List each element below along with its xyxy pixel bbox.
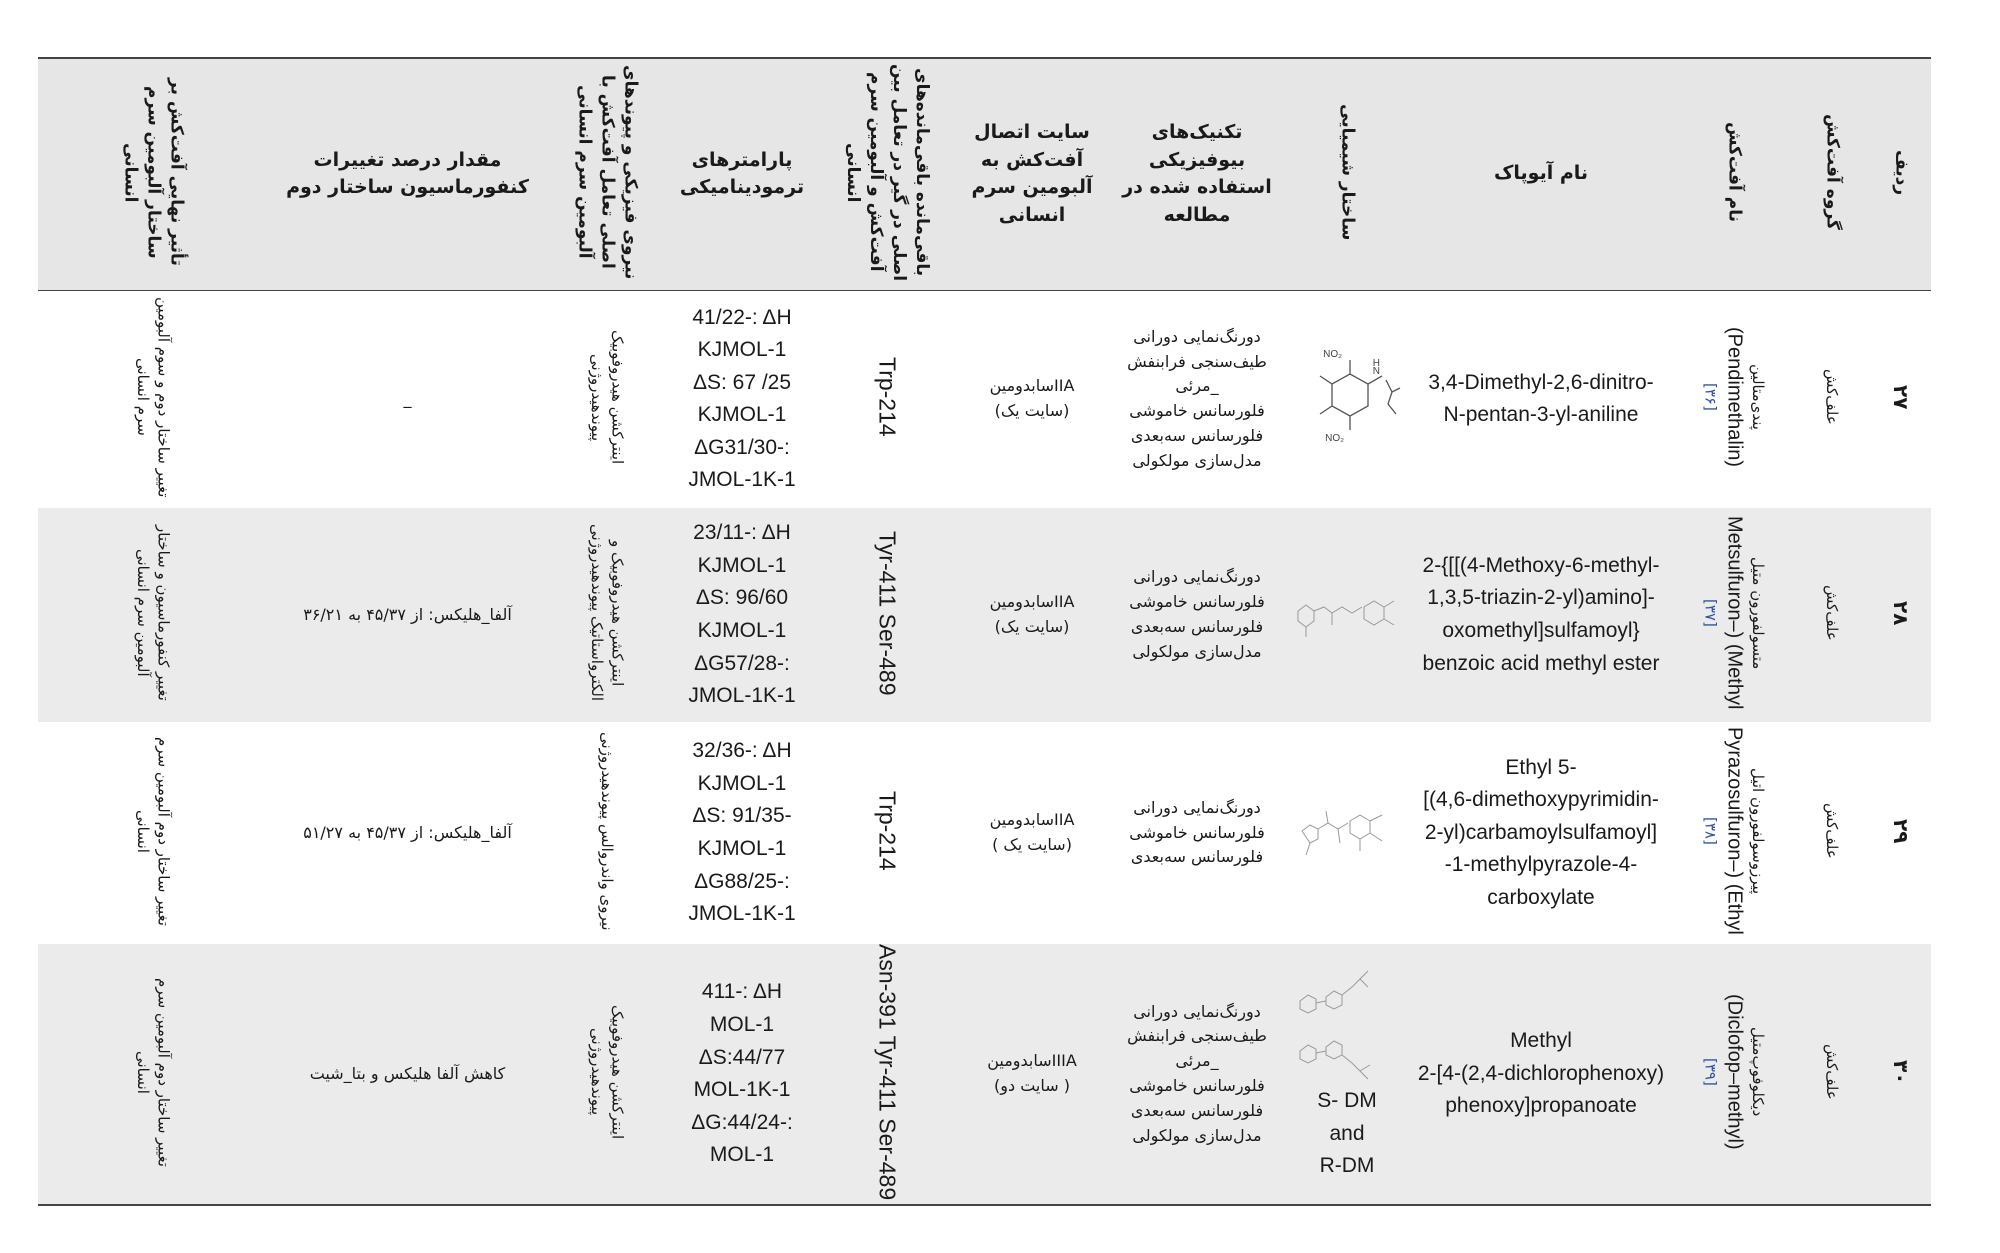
pendimethalin-structure-icon — [1292, 344, 1402, 454]
cell-iupac: 2-{[[(4-Methoxy-6-methyl- 1,3,5-triazin-2-yl)amino]- oxomethyl]sulfamoyl} benzoic acid methyl ester — [1422, 553, 1660, 675]
cell-conformation: آلفا_هلیکس: از ۴۵/۳۷ به ۳۶/۲۱ — [303, 604, 512, 624]
cell-final-effect: تغییر ساختار دوم آلبومین سرم انسانی — [134, 977, 173, 1167]
cell-binding-site: IIAسابدومین (سایت یک) — [989, 592, 1075, 636]
cell-forces: اینترکشن هیدروفوبیک پیوندهیدروژنی — [588, 330, 627, 465]
cell-conformation: کاهش آلفا هلیکس و بتا_شیت — [309, 1063, 506, 1083]
cell-thermo: 411-: ΔH MOL-1 ΔS:44/77 MOL-1K-1 ΔG:44/24-: MOL-1 — [691, 980, 793, 1167]
name-en: (Pendimethalin) — [1723, 327, 1746, 468]
cell-structure — [1287, 508, 1407, 722]
header-pesticide-group: گروه آفت‌کش — [1822, 114, 1843, 231]
svg-text:NO₂: NO₂ — [1323, 349, 1342, 361]
cell-thermo: 41/22-: ΔH KJMOL-1 ΔS: 67 /25 KJMOL-1 ΔG31/30-: JMOL-1K-1 — [688, 305, 796, 492]
cell-binding-site: IIAسابدومین (سایت یک ) — [989, 810, 1075, 854]
table-row — [38, 290, 1931, 508]
cell-group: علف‌کش — [1823, 585, 1842, 641]
cell-group: علف‌کش — [1823, 803, 1842, 859]
metsulfuron-structure-icon — [1292, 585, 1402, 645]
svg-text:N: N — [1372, 366, 1380, 378]
cell-forces: اینترکشن هیدروفوبیک و الکترواستاتیک پیوندهیدروژنی — [588, 524, 627, 702]
diclofop-methyl-structure-icon — [1292, 965, 1402, 1085]
name-en: (Diclofop–methyl) — [1723, 994, 1746, 1150]
reference-link: [۳۹] — [1701, 1058, 1720, 1086]
cell-techniques: دورنگ‌نمایی دورانی طیف‌سنجی فرابنفش _مرئی فلورسانس خاموشی فلورسانس سه‌بعدی مدل‌سازی مولکولی — [1127, 326, 1267, 470]
table-row — [38, 722, 1931, 944]
cell-final-effect: تغییر ساختار دوم آلبومین سرم انسانی — [134, 736, 173, 926]
header-iupac-name: نام آیوپاک — [1493, 162, 1589, 185]
cell-forces: نیروی واندروالس پیوندهیدروژنی — [598, 731, 617, 931]
name-fa: پندی‌متالین — [1748, 364, 1767, 431]
cell-residues: Asn-391 Tyr-411 Ser-489 — [874, 944, 901, 1201]
cell-iupac: Ethyl 5- [(4,6-dimethoxypyrimidin- 2-yl)carbamoylsulfamoyl] -1-methylpyrazole-4- carboxylate — [1423, 755, 1659, 909]
cell-structure — [1287, 290, 1407, 508]
header-chemical-structure: ساختار شیمیایی — [1337, 104, 1358, 241]
cell-forces: اینترکشن هیدروفوبیک پیوندهیدروژنی — [588, 1004, 627, 1140]
cell-residues: Trp-214 — [874, 791, 901, 871]
cell-iupac: Methyl 2-[4-(2,4-dichlorophenoxy) phenoxy]propanoate — [1417, 1029, 1665, 1118]
pesticide-hsa-table — [38, 57, 1931, 1206]
pyrazosulfuron-structure-icon — [1292, 793, 1402, 873]
cell-thermo: 23/11-: ΔH KJMOL-1 ΔS: 96/60 KJMOL-1 ΔG57/28-: JMOL-1K-1 — [688, 521, 796, 708]
cell-pesticide-name — [1675, 722, 1793, 944]
cell-pesticide-name — [1675, 290, 1793, 508]
name-fa: دیکلوفوپ‌متیل — [1748, 1027, 1767, 1117]
svg-text:H: H — [1372, 358, 1380, 370]
reference-link: [۳۷] — [1701, 599, 1720, 627]
name-en: Metsulfuron–) (Methyl — [1723, 516, 1746, 710]
header-pesticide-name: نام آفت‌کش — [1724, 122, 1745, 223]
header-row — [38, 58, 1931, 290]
cell-structure — [1287, 944, 1407, 1205]
name-fa: متسولفورون متیل — [1748, 556, 1767, 670]
cell-structure — [1287, 722, 1407, 944]
cell-row-no: ۳۰ — [1889, 1059, 1913, 1085]
cell-conformation: آلفا_هلیکس: از ۴۵/۳۷ به ۵۱/۲۷ — [303, 822, 512, 842]
cell-residues: Tyr-411 Ser-489 — [874, 530, 901, 696]
cell-pesticide-name — [1675, 508, 1793, 722]
table-row — [38, 508, 1931, 722]
header-final-effect: تأثیر نهایی آفت‌کش بر ساختار آلبومین سرم انسانی — [120, 78, 187, 267]
cell-binding-site: IIAسابدومین (سایت یک) — [989, 376, 1075, 421]
name-fa: پیرزوسولفورون اتیل — [1748, 767, 1767, 895]
cell-techniques: دورنگ‌نمایی دورانی فلورسانس خاموشی فلورسانس سه‌بعدی مدل‌سازی مولکولی — [1129, 567, 1265, 661]
cell-pesticide-name — [1675, 944, 1793, 1205]
cell-iupac: 3,4-Dimethyl-2,6-dinitro- N-pentan-3-yl-aniline — [1428, 370, 1654, 427]
cell-techniques: دورنگ‌نمایی دورانی طیف‌سنجی فرابنفش _مرئی فلورسانس خاموشی فلورسانس سه‌بعدی مدل‌سازی مولکولی — [1127, 1001, 1267, 1145]
cell-residues: Trp-214 — [874, 357, 901, 438]
cell-group: علف‌کش — [1823, 369, 1842, 426]
header-conformation-change: مقدار درصد تغییرات کنفورماسیون ساختار دوم — [286, 148, 529, 199]
cell-conformation: _ — [403, 388, 412, 408]
header-residues: باقی‌مانده باقی‌مانده‌های اصلی در گیر در تعامل بین آفت‌کش و آلبومین سرم انسانی — [843, 63, 932, 281]
cell-final-effect: تغییر کنفورماسیون و ساختار آلبومین سرم انسانی — [134, 525, 173, 701]
reference-link: [۳۶] — [1701, 383, 1720, 412]
header-forces: نیروی فیزیکی و پیوندهای اصلی تعامل آفت‌کش با آلبومین سرم انسانی — [574, 65, 641, 280]
header-row-no: ردیف — [1891, 149, 1912, 195]
cell-row-no: ۲۹ — [1889, 818, 1913, 844]
header-binding-site: سایت اتصال آفت‌کش به آلبومین سرم انسانی — [971, 121, 1093, 226]
structure-label: S- DM and R-DM — [1317, 1089, 1377, 1178]
cell-thermo: 32/36-: ΔH KJMOL-1 ΔS: 91/35- KJMOL-1 ΔG88/25-: JMOL-1K-1 — [688, 739, 796, 926]
header-thermo-params: پارامترهای ترمودینامیکی — [679, 148, 805, 199]
svg-text:NO₂: NO₂ — [1325, 433, 1344, 445]
cell-techniques: دورنگ‌نمایی دورانی فلورسانس خاموشی فلورسانس سه‌بعدی — [1129, 797, 1265, 867]
header-techniques: تکنیک‌های بیوفیزیکی استفاده شده در مطالعه — [1122, 121, 1272, 226]
reference-link: [۳۸] — [1701, 817, 1720, 845]
table-row — [38, 944, 1931, 1205]
cell-row-no: ۲۷ — [1889, 385, 1913, 410]
cell-binding-site: IIIAسابدومین ( سایت دو) — [987, 1051, 1077, 1096]
cell-final-effect: تغییر ساختار دوم و سوم آلبومین سرم انسانی — [134, 297, 173, 498]
cell-group: علف‌کش — [1823, 1044, 1842, 1100]
cell-row-no: ۲۸ — [1889, 600, 1913, 626]
name-en: Pyrazosulfuron–) (Ethyl — [1723, 727, 1746, 935]
